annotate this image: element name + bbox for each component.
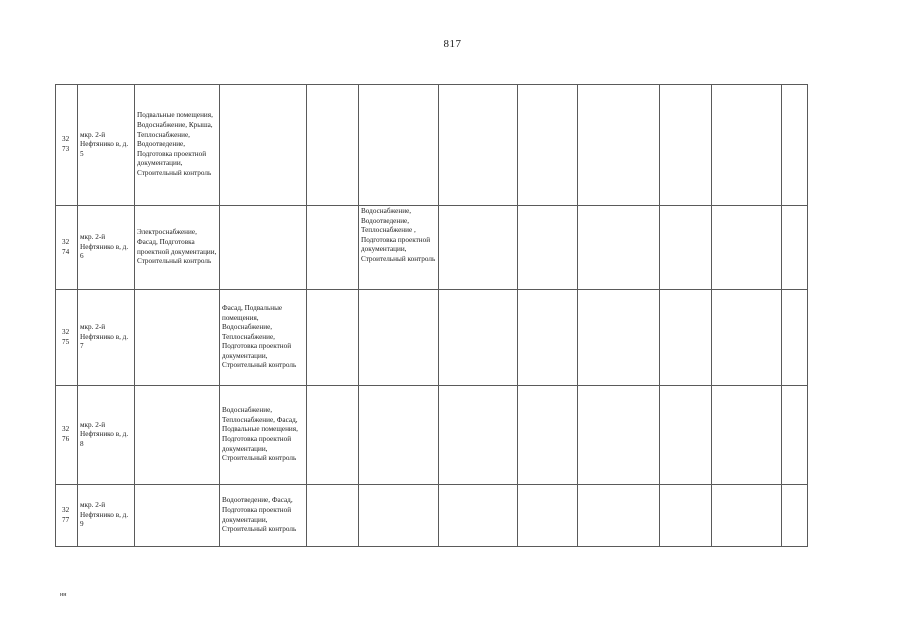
empty-cell	[782, 85, 808, 206]
empty-cell	[518, 386, 578, 485]
works-text: Водоотведение, Фасад, Подготовка проектной документации, Строительный контроль	[222, 496, 297, 534]
empty-cell	[307, 386, 359, 485]
empty-cell	[782, 206, 808, 290]
table-row	[56, 206, 808, 290]
works-cell	[135, 485, 220, 547]
empty-cell	[307, 206, 359, 290]
row-number: 32 73	[56, 85, 78, 206]
address-cell: мкр. 2-й Нефтянико в, д. 8	[78, 386, 135, 485]
address-cell: мкр. 2-й Нефтянико в, д. 6	[78, 206, 135, 290]
empty-cell	[578, 386, 660, 485]
works-cell	[359, 206, 439, 290]
table-row	[56, 485, 808, 547]
works-text: Водоснабжение, Теплоснабжение, Фасад, Подвальные помещения, Подготовка проектной документации, Строительный контроль	[222, 406, 298, 463]
works-cell	[359, 485, 439, 547]
table-row	[56, 290, 808, 386]
address-cell: мкр. 2-й Нефтянико в, д. 7	[78, 290, 135, 386]
row-number: 32 77	[56, 485, 78, 547]
empty-cell	[712, 386, 782, 485]
works-text: Фасад, Подвальные помещения, Водоснабжение, Теплоснабжение, Подготовка проектной документации, Строительный контроль	[222, 303, 297, 370]
works-cell	[359, 290, 439, 386]
works-cell	[135, 386, 220, 485]
empty-cell	[578, 206, 660, 290]
empty-cell	[660, 485, 712, 547]
works-text: Подвальные помещения, Водоснабжение, Крыша, Теплоснабжение, Водоотведение, Подготовка проектной документации, Строительный контроль	[137, 111, 213, 177]
empty-cell	[307, 290, 359, 386]
page-number: 817	[443, 38, 462, 50]
empty-cell	[439, 206, 518, 290]
footer-mark: нн	[60, 592, 67, 598]
works-cell	[135, 290, 220, 386]
works-text: Водоснабжение, Водоотведение, Теплоснабжение , Подготовка проектной документации, Строительный контроль	[361, 207, 436, 263]
empty-cell	[439, 485, 518, 547]
empty-cell	[439, 386, 518, 485]
works-cell	[220, 206, 307, 290]
empty-cell	[712, 85, 782, 206]
address-cell: мкр. 2-й Нефтянико в, д. 5	[78, 85, 135, 206]
row-number: 32 75	[56, 290, 78, 386]
empty-cell	[518, 290, 578, 386]
empty-cell	[518, 206, 578, 290]
works-cell	[220, 485, 307, 547]
empty-cell	[660, 85, 712, 206]
address-cell: мкр. 2-й Нефтянико в, д. 9	[78, 485, 135, 547]
empty-cell	[307, 85, 359, 206]
empty-cell	[782, 290, 808, 386]
works-cell	[220, 386, 307, 485]
empty-cell	[712, 206, 782, 290]
empty-cell	[712, 290, 782, 386]
works-cell	[359, 85, 439, 206]
empty-cell	[660, 386, 712, 485]
table-row	[56, 386, 808, 485]
works-cell	[220, 290, 307, 386]
empty-cell	[439, 85, 518, 206]
empty-cell	[307, 485, 359, 547]
empty-cell	[782, 485, 808, 547]
empty-cell	[782, 386, 808, 485]
row-number: 32 76	[56, 386, 78, 485]
works-cell	[220, 85, 307, 206]
empty-cell	[660, 206, 712, 290]
empty-cell	[712, 485, 782, 547]
empty-cell	[578, 485, 660, 547]
table-row	[56, 85, 808, 206]
empty-cell	[660, 290, 712, 386]
empty-cell	[578, 85, 660, 206]
empty-cell	[439, 290, 518, 386]
works-text: Электроснабжение, Фасад, Подготовка проектной документации, Строительный контроль	[137, 228, 217, 266]
repair-schedule-table	[55, 84, 808, 547]
empty-cell	[578, 290, 660, 386]
works-cell	[359, 386, 439, 485]
works-cell	[135, 206, 220, 290]
works-cell	[135, 85, 220, 206]
row-number: 32 74	[56, 206, 78, 290]
empty-cell	[518, 85, 578, 206]
empty-cell	[518, 485, 578, 547]
